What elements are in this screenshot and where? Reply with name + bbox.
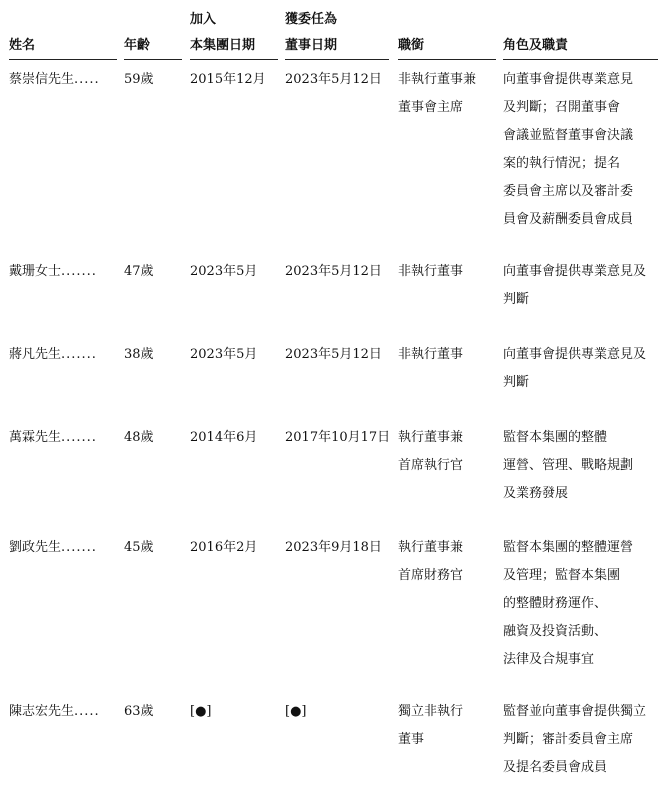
- role-line: 監督並向董事會提供獨立: [503, 704, 647, 719]
- header-role: [503, 33, 658, 59]
- role-line: 判斷；審計委員會主席: [503, 732, 634, 747]
- director-name: 劉政先生: [9, 540, 62, 555]
- role-line: 向董事會提供專業意見及: [503, 264, 647, 279]
- position-line: 董事: [398, 732, 425, 747]
- appointment-date: 2023年5月12日: [285, 72, 382, 87]
- join-date: [●]: [190, 704, 212, 719]
- appointment-date: 2017年10月17日: [285, 430, 391, 445]
- director-role: [503, 534, 658, 674]
- director-age: 38歲: [124, 347, 154, 362]
- table-row-name: [9, 534, 117, 562]
- director-name: 萬霖先生: [9, 430, 62, 445]
- role-line: 員會及薪酬委員會成員: [503, 212, 634, 227]
- role-line: 及提名委員會成員: [503, 760, 608, 775]
- join-date: 2014年6月: [190, 430, 258, 445]
- director-role: [503, 698, 658, 782]
- header-rule-age: [124, 59, 182, 60]
- join-date: 2016年2月: [190, 540, 258, 555]
- join-date: 2023年5月: [190, 347, 258, 362]
- header-rule-position: [398, 59, 496, 60]
- header-position-text: 職銜: [398, 38, 425, 53]
- role-line: 及管理；監督本集團: [503, 568, 621, 583]
- header-appt-line1: 獲委任為: [285, 12, 338, 27]
- position-line: 首席執行官: [398, 458, 464, 473]
- leader-dots: .....: [74, 704, 100, 719]
- role-line: 融資及投資活動、: [503, 624, 608, 639]
- director-role: [503, 66, 658, 234]
- director-position: [398, 424, 496, 480]
- position-line: 董事會主席: [398, 100, 464, 115]
- header-appointment-date: [285, 7, 389, 59]
- position-line: 獨立非執行: [398, 704, 464, 719]
- role-line: 案的執行情況；提名: [503, 156, 621, 171]
- role-line: 的整體財務運作、: [503, 596, 608, 611]
- position-line: 非執行董事: [398, 264, 464, 279]
- leader-dots: .......: [61, 264, 97, 279]
- role-line: 判斷: [503, 375, 530, 390]
- header-appt-line2: 董事日期: [285, 38, 338, 53]
- director-age: 63歲: [124, 704, 154, 719]
- director-position: [398, 534, 496, 590]
- join-date: 2015年12月: [190, 72, 266, 87]
- director-position: [398, 698, 496, 754]
- appointment-date: 2023年5月12日: [285, 264, 382, 279]
- appointment-date: [●]: [285, 704, 307, 719]
- director-age: 47歲: [124, 264, 154, 279]
- leader-dots: .......: [61, 540, 97, 555]
- header-position: [398, 33, 496, 59]
- director-name: 蔣凡先生: [9, 347, 62, 362]
- role-line: 運營、管理、戰略規劃: [503, 458, 634, 473]
- director-age: 48歲: [124, 430, 154, 445]
- header-role-text: 角色及職責: [503, 38, 569, 53]
- role-line: 會議並監督董事會決議: [503, 128, 634, 143]
- leader-dots: .......: [61, 430, 97, 445]
- table-row-name: [9, 258, 117, 286]
- position-line: 非執行董事: [398, 347, 464, 362]
- role-line: 及判斷；召開董事會: [503, 100, 621, 115]
- director-role: [503, 341, 658, 397]
- director-name: 戴珊女士: [9, 264, 62, 279]
- header-name: [9, 33, 117, 59]
- header-rule-appt: [285, 59, 389, 60]
- header-join-date: [190, 7, 278, 59]
- role-line: 委員會主席以及審計委: [503, 184, 634, 199]
- director-age: 59歲: [124, 72, 154, 87]
- role-line: 向董事會提供專業意見及: [503, 347, 647, 362]
- director-role: [503, 424, 658, 508]
- director-role: [503, 258, 658, 314]
- header-rule-role: [503, 59, 658, 60]
- role-line: 監督本集團的整體運營: [503, 540, 634, 555]
- header-age-text: 年齡: [124, 38, 151, 53]
- join-date: 2023年5月: [190, 264, 258, 279]
- header-name-text: 姓名: [9, 38, 36, 53]
- role-line: 判斷: [503, 292, 530, 307]
- header-join-line1: 加入: [190, 12, 217, 27]
- director-position: [398, 341, 496, 369]
- header-rule-join: [190, 59, 278, 60]
- role-line: 法律及合規事宜: [503, 652, 595, 667]
- table-row-name: [9, 341, 117, 369]
- position-line: 執行董事兼: [398, 540, 464, 555]
- role-line: 監督本集團的整體: [503, 430, 608, 445]
- header-age: [124, 33, 182, 59]
- director-position: [398, 66, 496, 122]
- director-name: 蔡崇信先生: [9, 72, 75, 87]
- position-line: 執行董事兼: [398, 430, 464, 445]
- position-line: 非執行董事兼: [398, 72, 477, 87]
- table-row-name: [9, 424, 117, 452]
- table-row-name: [9, 698, 117, 726]
- leader-dots: .....: [74, 72, 100, 87]
- header-rule-name: [9, 59, 117, 60]
- appointment-date: 2023年5月12日: [285, 347, 382, 362]
- role-line: 及業務發展: [503, 486, 569, 501]
- table-row-name: [9, 66, 117, 94]
- appointment-date: 2023年9月18日: [285, 540, 382, 555]
- director-name: 陳志宏先生: [9, 704, 75, 719]
- leader-dots: .......: [61, 347, 97, 362]
- header-join-line2: 本集團日期: [190, 38, 256, 53]
- role-line: 向董事會提供專業意見: [503, 72, 634, 87]
- director-age: 45歲: [124, 540, 154, 555]
- position-line: 首席財務官: [398, 568, 464, 583]
- director-position: [398, 258, 496, 286]
